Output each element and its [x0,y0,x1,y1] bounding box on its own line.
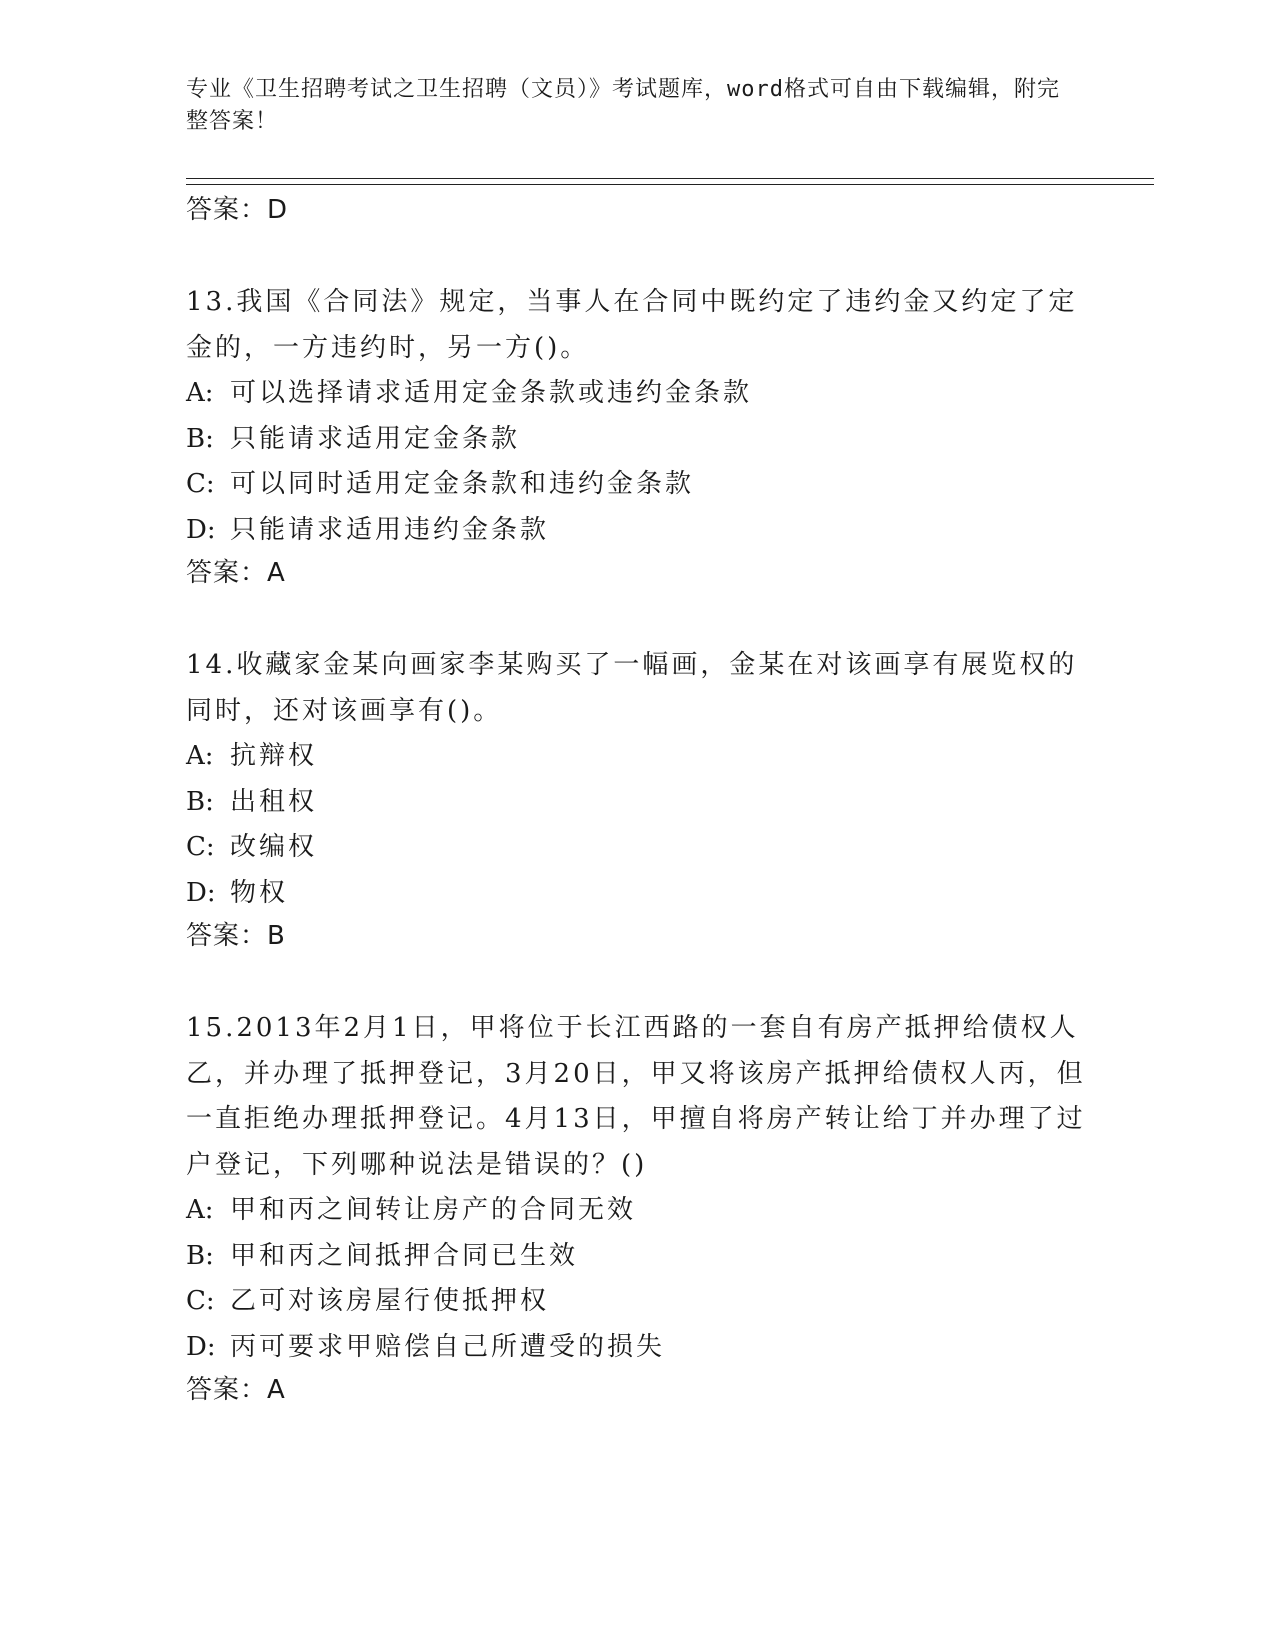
option-key: A: [186,741,214,771]
option-b [186,780,1086,826]
header-rule [186,178,1154,185]
option-text: 抗辩权 [230,741,318,771]
option-text: 只能请求适用定金条款 [230,423,521,454]
option-key: C: [186,832,215,862]
question-stem: 14.收藏家金某向画家李某购买了一幅画，金某在对该画享有展览权的同时，还对该画享有()。 [186,650,1078,726]
option-key: B: [186,1240,214,1271]
question-stem: 15.2013年2月1日，甲将位于长江西路的一套自有房产抵押给债权人乙，并办理了抵押登记，3月20日，甲又将该房产抵押给债权人丙，但一直拒绝办理抵押登记。4月13日，甲擅自将房产转让给丁并办理了过户登记，下列哪种说法是错误的？() [186,1013,1086,1180]
option-text: 出租权 [230,786,318,817]
question-block [186,280,1086,593]
option-c [186,1279,1086,1325]
option-key: A: [186,378,214,408]
answer-line: 答案：A [186,558,286,588]
option-key: D: [186,877,216,908]
option-text: 可以选择请求适用定金条款或违约金条款 [230,378,753,408]
option-d [186,871,1086,917]
option-text: 丙可要求甲赔偿自己所遭受的损失 [230,1331,666,1362]
option-b [186,417,1086,463]
option-key: D: [186,514,216,545]
option-text: 甲和丙之间抵押合同已生效 [230,1240,579,1271]
option-b [186,1234,1086,1280]
option-key: A: [186,1195,214,1225]
option-d [186,1325,1086,1371]
option-key: B: [186,786,214,817]
option-text: 乙可对该房屋行使抵押权 [230,1286,550,1316]
option-c [186,825,1086,871]
answer-line: 答案：A [186,1375,286,1405]
option-text: 可以同时适用定金条款和违约金条款 [230,469,695,499]
option-key: B: [186,423,214,454]
question-block [186,643,1086,956]
question-stem: 13.我国《合同法》规定，当事人在合同中既约定了违约金又约定了定金的，一方违约时，另一方()。 [186,287,1078,363]
option-key: D: [186,1331,216,1362]
answer-line: 答案：B [186,921,286,951]
answer-line: 答案：D [186,195,289,225]
option-a [186,1188,1086,1234]
option-text: 甲和丙之间转让房产的合同无效 [230,1195,637,1225]
exam-content [186,190,1086,1410]
option-text: 只能请求适用违约金条款 [230,514,550,545]
question-block [186,1006,1086,1410]
page-header: 专业《卫生招聘考试之卫生招聘（文员）》考试题库，word格式可自由下载编辑，附完整答案！ [186,77,1060,134]
option-text: 改编权 [230,832,318,862]
option-text: 物权 [230,877,289,908]
option-key: C: [186,469,215,499]
option-a [186,371,1086,417]
option-c [186,462,1086,508]
option-d [186,508,1086,554]
option-key: C: [186,1286,215,1316]
option-a [186,734,1086,780]
